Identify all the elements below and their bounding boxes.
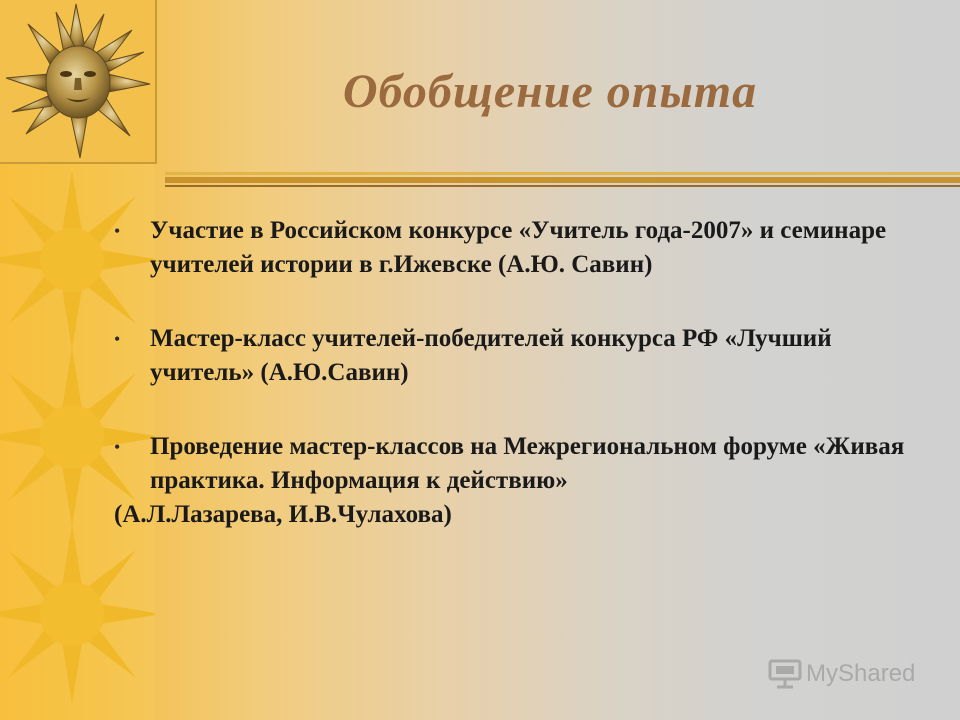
projector-screen-icon bbox=[768, 659, 802, 689]
bullet-text: Мастер-класс учителей-победителей конкурса РФ «Лучший учитель» (А.Ю.Савин) bbox=[150, 325, 832, 386]
bullet-text: Участие в Российском конкурсе «Учитель года-2007» и семинаре учителей истории в г.Ижевске (А.Ю. Савин) bbox=[150, 217, 887, 278]
sun-icon bbox=[0, 522, 155, 707]
bullet-item bbox=[110, 214, 930, 282]
bullet-text: Проведение мастер-классов на Межрегиональном форуме «Живая практика. Информация к действию» bbox=[150, 433, 905, 494]
bullet-item bbox=[110, 430, 930, 498]
bullet-marker: • bbox=[114, 329, 121, 349]
authors-line: (А.Л.Лазарева, И.В.Чулахова) bbox=[114, 501, 452, 528]
bullet-item bbox=[110, 322, 930, 390]
watermark-text: MyShared bbox=[806, 660, 916, 687]
slide-title: Обобщение опыта bbox=[342, 65, 758, 118]
bullet-marker: • bbox=[114, 221, 121, 241]
sun-face-emblem bbox=[0, 0, 157, 164]
slide-content bbox=[110, 214, 930, 532]
watermark bbox=[768, 658, 915, 690]
bullet-marker: • bbox=[114, 437, 121, 457]
title-divider bbox=[165, 170, 960, 192]
sun-face-icon bbox=[4, 2, 152, 158]
